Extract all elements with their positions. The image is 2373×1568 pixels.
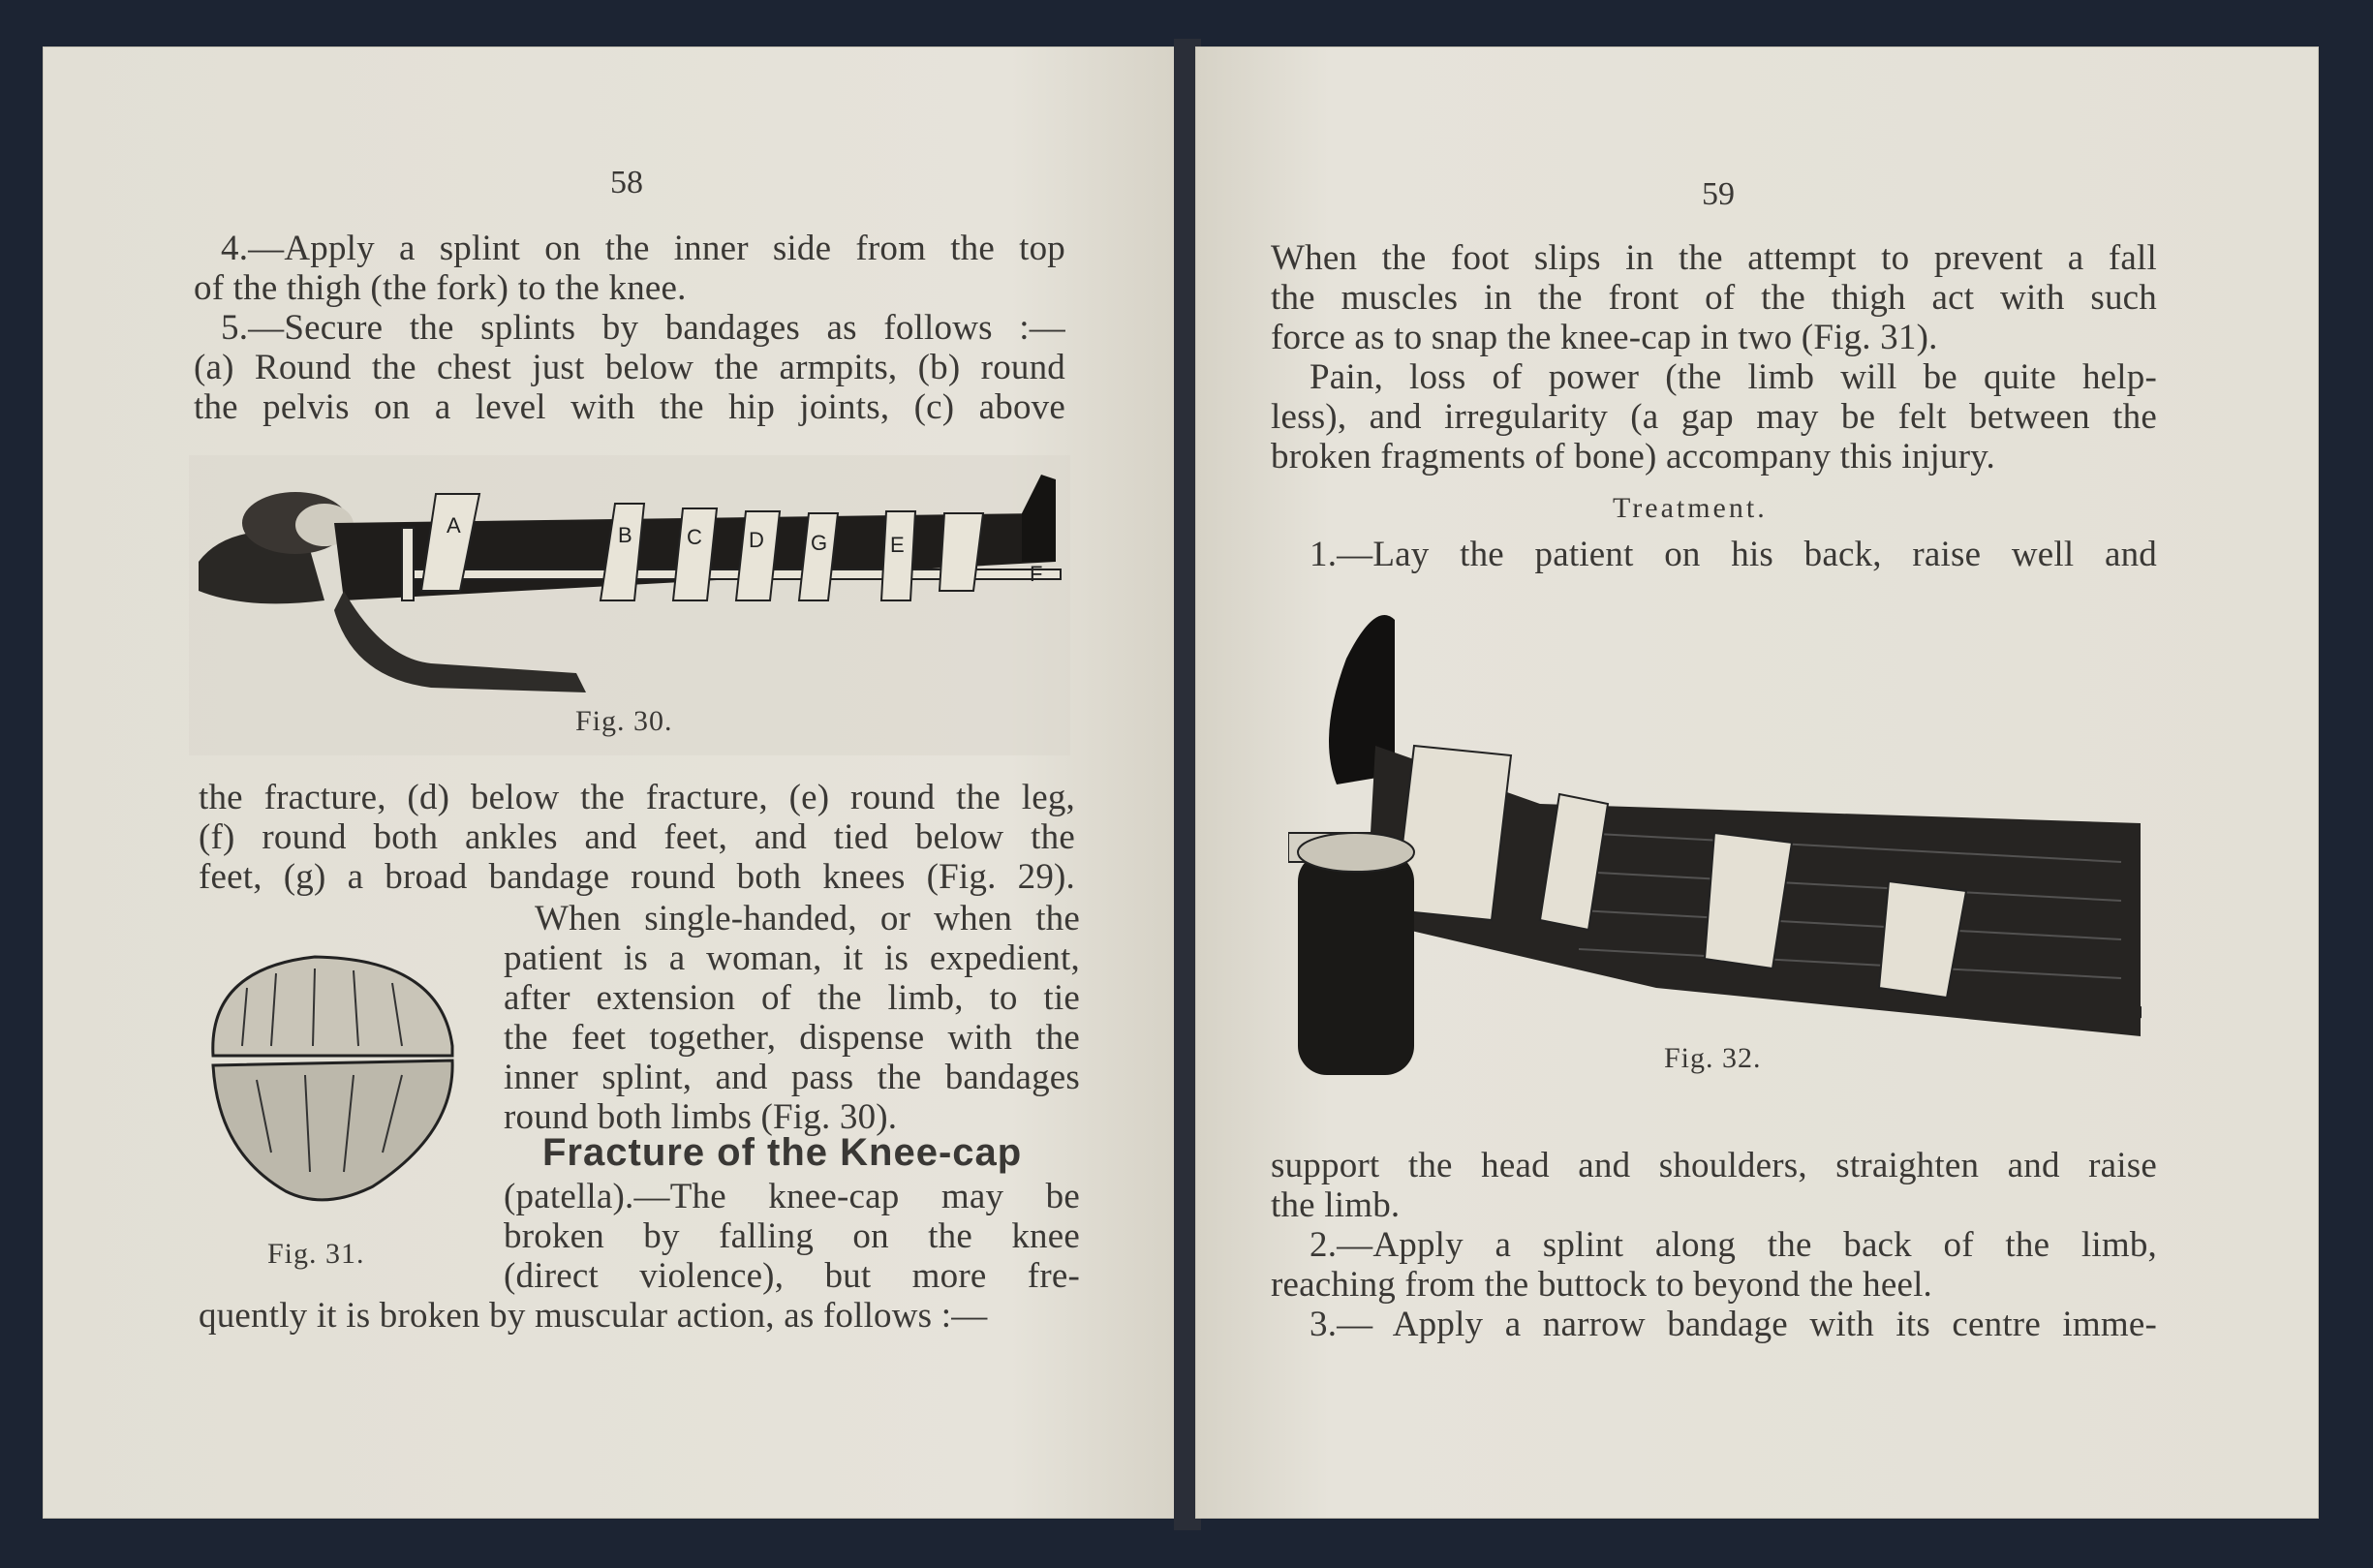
text-line: of the thigh (the fork) to the knee. [194,268,687,308]
right-para-treat [1310,535,2157,574]
text-line: broken fragments of bone) accompany this injury. [1271,437,1996,477]
text-line: 2.—Apply a splint along the back of the limb, [1310,1225,2157,1265]
text-line: the pelvis on a level with the hip joints, (c) above [194,387,1065,427]
text-line: patient is a woman, it is expedient, [504,938,1080,978]
text-line: support the head and shoulders, straighten and raise [1271,1146,2157,1185]
text-line: Pain, loss of power (the limb will be quite help- [1310,357,2157,397]
text-line: inner splint, and pass the bandages [504,1058,1080,1097]
text-line: reaching from the buttock to beyond the heel. [1271,1265,1933,1305]
bandage-label-e: E [890,533,905,557]
text-line: the feet together, dispense with the [504,1018,1080,1058]
text-line: (direct violence), but more fre- [504,1256,1080,1296]
bandage-label-a: A [447,513,461,538]
treatment-heading: Treatment. [1613,492,1768,524]
figure-32-illustration [1288,610,2160,1085]
bandage-label-c: C [687,525,702,549]
section-heading: Fracture of the Knee-cap [542,1131,1023,1174]
page-number-left: 58 [610,165,643,200]
text-line: (a) Round the chest just below the armpits, (b) round [194,348,1065,387]
text-line: feet, (g) a broad bandage round both knees (Fig. 29). [199,857,1075,897]
page-number-right: 59 [1702,176,1735,212]
left-para-last: quently it is broken by muscular action, as follows :— [199,1296,988,1336]
text-line: the fracture, (d) below the fracture, (e) round the leg, [199,778,1075,817]
text-line: after extension of the limb, to tie [504,978,1080,1018]
left-para-heading [504,1177,1080,1296]
figure-32-caption: Fig. 32. [1664,1042,1762,1074]
text-line: less), and irregularity (a gap may be felt between the [1271,397,2157,437]
text-line: broken by falling on the knee [504,1216,1080,1256]
text-line: (f) round both ankles and feet, and tied below the [199,817,1075,857]
right-para-bottom [1271,1146,2157,1344]
text-line: the muscles in the front of the thigh act with such [1271,278,2157,318]
bandage-label-b: B [618,523,632,547]
text-line: 4.—Apply a splint on the inner side from the top [221,229,1065,268]
text-line: force as to snap the knee-cap in two (Fig. 31). [1271,318,1938,357]
text-line: When single-handed, or when the [535,899,1080,938]
right-para-top [1271,238,2157,477]
bandage-label-d: D [749,528,764,552]
bandage-label-f: F [1030,562,1043,586]
text-line: the limb. [1271,1185,1401,1225]
text-line: When the foot slips in the attempt to prevent a fall [1271,238,2157,278]
figure-31-illustration [199,939,460,1220]
figure-30-caption: Fig. 30. [575,705,673,737]
text-line: 5.—Secure the splints by bandages as follows :— [221,308,1065,348]
text-line: round both limbs (Fig. 30). [504,1097,898,1137]
figure-31-caption: Fig. 31. [267,1238,365,1270]
text-line: 1.—Lay the patient on his back, raise well and [1310,535,2157,574]
bandage-label-g: G [811,531,828,555]
left-para-top [194,229,1065,427]
text-line: (patella).—The knee-cap may be [504,1177,1080,1216]
text-line: 3.— Apply a narrow bandage with its centre imme- [1310,1305,2157,1344]
left-para-side [504,899,1080,1137]
left-para-mid [199,778,1075,897]
